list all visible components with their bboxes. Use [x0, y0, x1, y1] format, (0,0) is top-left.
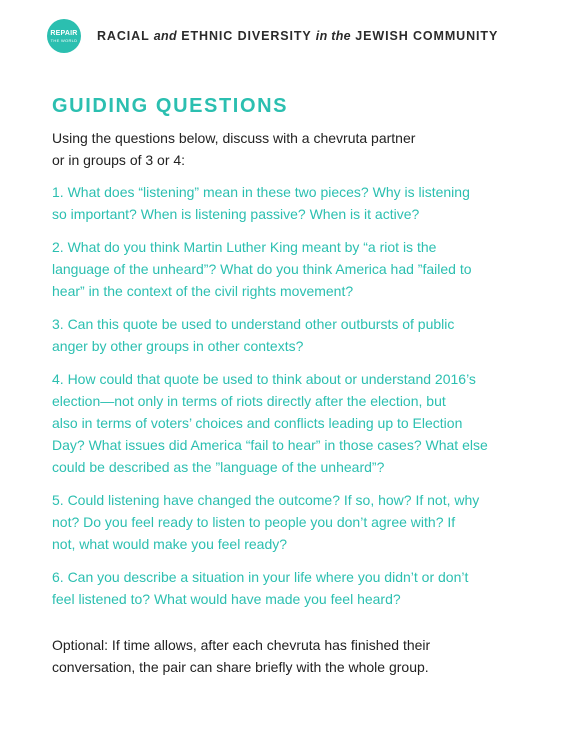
- question-line: hear” in the context of the civil rights movement?: [52, 283, 354, 299]
- question-line: 2. What do you think Martin Luther King meant by “a riot is the: [52, 239, 437, 255]
- question-line: anger by other groups in other contexts?: [52, 338, 304, 354]
- question-line: 4. How could that quote be used to think about or understand 2016’s: [52, 371, 476, 387]
- intro-text: [52, 127, 552, 171]
- questions-list: [52, 181, 552, 610]
- header-title-part: JEWISH COMMUNITY: [350, 29, 499, 43]
- logo-text-bottom: THE WORLD: [50, 37, 78, 43]
- question-line: Day? What issues did America “fail to hear” in those cases? What else: [52, 437, 488, 453]
- header-title: [97, 29, 498, 43]
- question-item: [52, 236, 552, 302]
- question-item: [52, 368, 552, 478]
- question-line: language of the unheard”? What do you think America had ”failed to: [52, 261, 472, 277]
- main-content: [52, 92, 552, 678]
- optional-note: [52, 634, 552, 678]
- header-title-italic: and: [153, 29, 177, 43]
- question-item: [52, 566, 552, 610]
- question-line: also in terms of voters’ choices and conflicts leading up to Election: [52, 415, 463, 431]
- question-line: so important? When is listening passive? When is it active?: [52, 206, 420, 222]
- optional-line: Optional: If time allows, after each chevruta has finished their: [52, 637, 431, 653]
- intro-line: Using the questions below, discuss with a chevruta partner: [52, 130, 416, 146]
- section-heading: GUIDING QUESTIONS: [52, 95, 289, 117]
- question-item: [52, 181, 552, 225]
- logo-text-top: REPAIR: [50, 29, 78, 37]
- question-line: not, what would make you feel ready?: [52, 536, 288, 552]
- question-line: not? Do you feel ready to listen to people you don’t agree with? If: [52, 514, 456, 530]
- repair-the-world-logo: [47, 19, 81, 53]
- question-line: 6. Can you describe a situation in your life where you didn’t or don’t: [52, 569, 469, 585]
- optional-line: conversation, the pair can share briefly with the whole group.: [52, 659, 429, 675]
- header-title-part: RACIAL: [97, 29, 154, 43]
- question-line: election—not only in terms of riots directly after the election, but: [52, 393, 446, 409]
- question-item: [52, 313, 552, 357]
- header-title-part: ETHNIC DIVERSITY: [176, 29, 316, 43]
- page-header: [47, 18, 557, 54]
- question-line: could be described as the ”language of the unheard”?: [52, 459, 385, 475]
- question-line: 1. What does “listening” mean in these two pieces? Why is listening: [52, 184, 470, 200]
- question-item: [52, 489, 552, 555]
- question-line: 3. Can this quote be used to understand other outbursts of public: [52, 316, 455, 332]
- intro-line: or in groups of 3 or 4:: [52, 152, 186, 168]
- header-title-italic: in the: [315, 29, 351, 43]
- question-line: feel listened to? What would have made you feel heard?: [52, 591, 401, 607]
- question-line: 5. Could listening have changed the outcome? If so, how? If not, why: [52, 492, 480, 508]
